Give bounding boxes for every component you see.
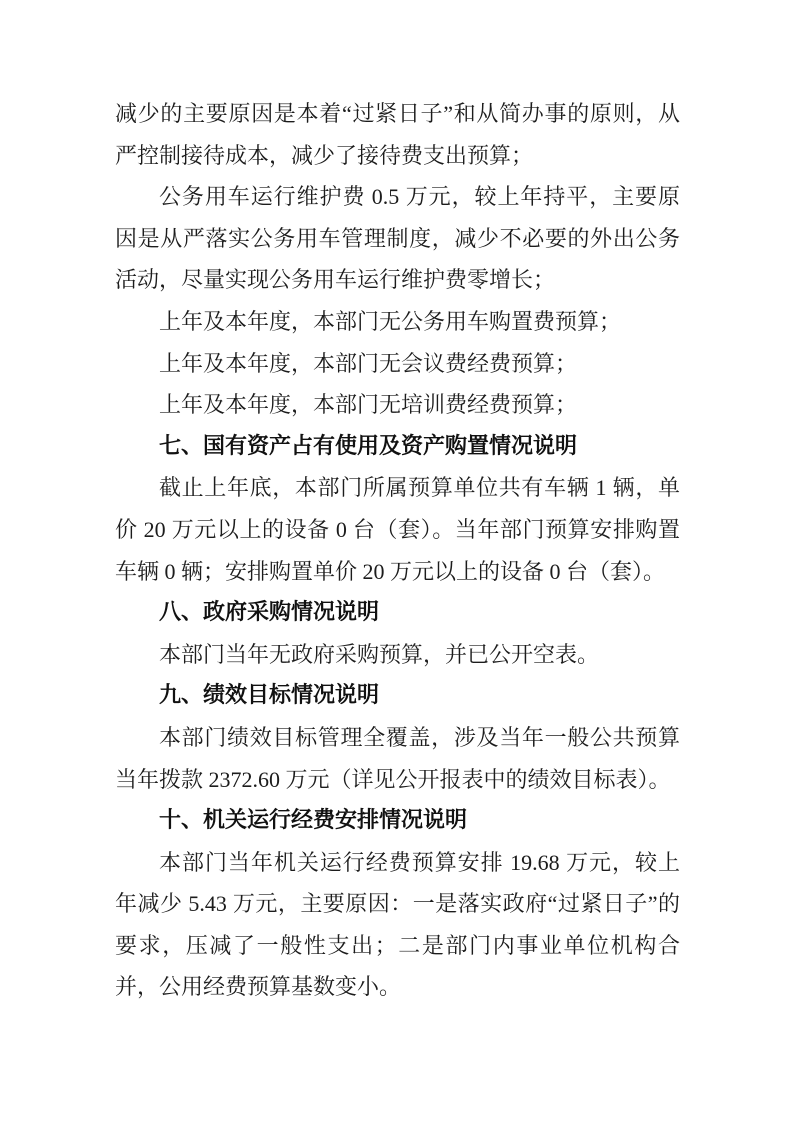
paragraph: 上年及本年度，本部门无会议费经费预算； <box>159 350 578 376</box>
paragraph: 截止上年底，本部门所属预算单位共有车辆 1 辆，单价 20 万元以上的设备 0 台（套）。当年部门预算安排购置车辆 0 辆；安排购置单价 20 万元以上的设备 0 台（套）。 <box>115 475 680 584</box>
document-body <box>115 93 680 1008</box>
paragraph: 减少的主要原因是本着“过紧日子”和从简办事的原则，从严控制接待成本，减少了接待费支出预算； <box>115 101 680 168</box>
paragraph: 本部门绩效目标管理全覆盖，涉及当年一般公共预算当年拨款 2372.60 万元（详见公开报表中的绩效目标表）。 <box>115 724 680 792</box>
paragraph: 本部门当年机关运行经费预算安排 19.68 万元，较上年减少 5.43 万元，主要原因：一是落实政府“过紧日子”的要求，压减了一般性支出；二是部门内事业单位机构合并，公用经费预算基数变小。 <box>115 849 680 1000</box>
paragraph: 公务用车运行维护费 0.5 万元，较上年持平，主要原因是从严落实公务用车管理制度，减少不必要的外出公务活动，尽量实现公务用车运行维护费零增长； <box>115 184 680 293</box>
section-heading: 七、国有资产占有使用及资产购置情况说明 <box>159 433 578 459</box>
paragraph: 上年及本年度，本部门无公务用车购置费预算； <box>159 308 622 334</box>
section-heading: 十、机关运行经费安排情况说明 <box>159 808 468 834</box>
paragraph: 上年及本年度，本部门无培训费经费预算； <box>159 392 578 418</box>
section-heading: 九、绩效目标情况说明 <box>159 683 380 709</box>
section-heading: 八、政府采购情况说明 <box>159 600 380 626</box>
paragraph: 本部门当年无政府采购预算，并已公开空表。 <box>159 641 600 667</box>
